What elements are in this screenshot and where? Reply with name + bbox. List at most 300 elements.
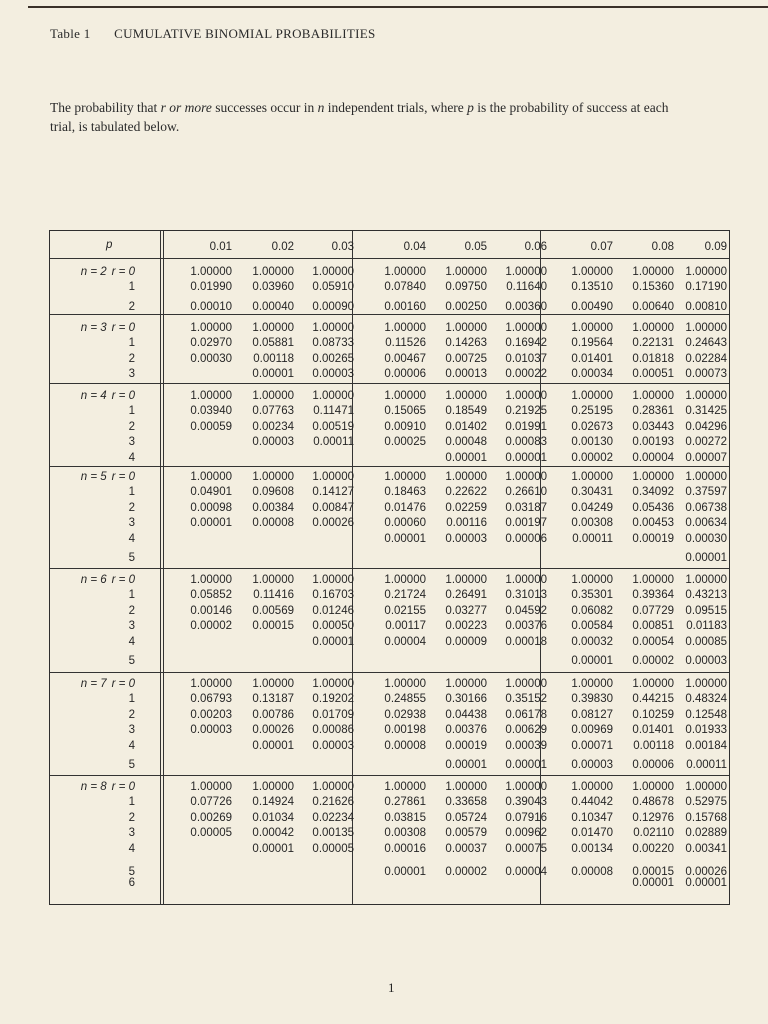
table-cell: 0.00002 <box>632 655 674 667</box>
table-cell: 1.00000 <box>312 266 354 278</box>
table-cell: 1.00000 <box>445 322 487 334</box>
table-cell: 0.00016 <box>384 842 426 855</box>
table-cell: 1.00000 <box>445 678 487 690</box>
row-label: 5 <box>128 759 135 771</box>
table-cell: 0.00008 <box>384 739 426 752</box>
table-cell: 0.00030 <box>190 352 232 365</box>
table-cell: 0.39364 <box>632 589 674 602</box>
table-cell: 0.15065 <box>384 405 426 418</box>
table-cell: 0.00015 <box>632 866 674 878</box>
table-cell: 0.00134 <box>571 842 613 855</box>
table-cell: 0.15768 <box>685 811 727 824</box>
group-rule <box>50 672 729 673</box>
table-cell: 0.00075 <box>505 842 547 855</box>
table-cell: 0.00810 <box>685 300 727 313</box>
table-cell: 0.00032 <box>571 635 613 648</box>
table-cell: 1.00000 <box>445 781 487 793</box>
table-cell: 0.00234 <box>252 420 294 433</box>
table-cell: 0.00001 <box>252 842 294 855</box>
table-cell: 0.25195 <box>571 405 613 418</box>
n-label: n = 8 <box>80 781 107 793</box>
table-cell: 1.00000 <box>571 574 613 586</box>
p-header-value: 0.08 <box>651 241 674 253</box>
table-cell: 0.00579 <box>445 827 487 840</box>
intro-r-or-more: r or more <box>160 100 212 115</box>
table-cell: 0.17190 <box>685 281 727 294</box>
row-label: 3 <box>128 724 135 737</box>
table-cell: 0.00004 <box>632 451 674 464</box>
table-cell: 1.00000 <box>571 678 613 690</box>
table-cell: 0.30431 <box>571 486 613 499</box>
table-cell: 0.00011 <box>686 759 727 771</box>
r-label: r = 0 <box>111 781 135 793</box>
table-cell: 1.00000 <box>632 574 674 586</box>
table-cell: 0.00584 <box>571 620 613 633</box>
table-cell: 0.16703 <box>312 589 354 602</box>
table-cell: 0.00308 <box>384 827 426 840</box>
table-cell: 0.00005 <box>312 842 354 855</box>
table-cell: 0.00360 <box>505 300 547 313</box>
table-cell: 0.00001 <box>685 877 727 890</box>
table-cell: 0.10259 <box>632 708 674 721</box>
table-cell: 1.00000 <box>685 678 727 690</box>
row-label: 2 <box>128 300 135 313</box>
table-cell: 0.00039 <box>505 739 547 752</box>
table-cell: 0.00001 <box>505 759 547 771</box>
table-cell: 0.00197 <box>505 517 547 530</box>
table-cell: 1.00000 <box>571 471 613 483</box>
table-cell: 0.00130 <box>571 436 613 449</box>
table-cell: 0.11526 <box>385 337 426 350</box>
table-cell: 0.21626 <box>312 796 354 809</box>
table-cell: 0.00001 <box>384 866 426 878</box>
table-cell: 0.22131 <box>632 337 674 350</box>
table-cell: 1.00000 <box>571 781 613 793</box>
table-cell: 0.00040 <box>252 300 294 313</box>
table-cell: 0.11416 <box>253 589 294 602</box>
group-rule <box>50 568 729 569</box>
table-cell: 0.01818 <box>632 352 674 365</box>
table-cell: 0.00118 <box>633 739 674 752</box>
table-cell: 0.27861 <box>384 796 426 809</box>
table-cell: 0.39830 <box>571 693 613 706</box>
table-cell: 1.00000 <box>632 390 674 402</box>
table-cell: 0.33658 <box>445 796 487 809</box>
table-cell: 1.00000 <box>571 266 613 278</box>
table-cell: 0.03187 <box>505 501 547 514</box>
row-label: 1 <box>128 405 135 418</box>
table-cell: 0.28361 <box>632 405 674 418</box>
table-cell: 0.00026 <box>312 517 354 530</box>
table-cell: 0.05852 <box>190 589 232 602</box>
table-cell: 0.00013 <box>445 368 487 381</box>
table-cell: 0.00073 <box>685 368 727 381</box>
table-cell: 0.00184 <box>685 739 727 752</box>
table-cell: 0.00086 <box>312 724 354 737</box>
table-cell: 0.00001 <box>384 532 426 545</box>
table-cell: 0.34092 <box>632 486 674 499</box>
table-cell: 0.24855 <box>384 693 426 706</box>
row-label: 3 <box>128 368 135 381</box>
table-cell: 0.52975 <box>685 796 727 809</box>
table-cell: 1.00000 <box>252 574 294 586</box>
row-label <box>81 781 135 793</box>
table-cell: 0.05724 <box>445 811 487 824</box>
row-label: 1 <box>128 337 135 350</box>
table-cell: 0.19564 <box>571 337 613 350</box>
table-cell: 0.00193 <box>632 436 674 449</box>
table-cell: 0.00384 <box>252 501 294 514</box>
table-cell: 0.02110 <box>633 827 674 840</box>
table-cell: 0.14924 <box>252 796 294 809</box>
table-cell: 0.00006 <box>384 368 426 381</box>
table-cell: 1.00000 <box>190 781 232 793</box>
row-label <box>81 322 135 334</box>
table-cell: 1.00000 <box>685 471 727 483</box>
row-label: 4 <box>128 842 135 855</box>
r-label: r = 0 <box>111 471 135 483</box>
table-cell: 0.00034 <box>571 368 613 381</box>
table-cell: 0.00223 <box>445 620 487 633</box>
table-cell: 0.16942 <box>505 337 547 350</box>
table-cell: 1.00000 <box>190 266 232 278</box>
p-header-value: 0.01 <box>209 241 232 253</box>
table-cell: 0.00265 <box>312 352 354 365</box>
table-cell: 0.00005 <box>190 827 232 840</box>
r-label: r = 0 <box>111 678 135 690</box>
table-cell: 1.00000 <box>505 322 547 334</box>
table-cell: 1.00000 <box>190 322 232 334</box>
n-label: n = 2 <box>80 266 107 278</box>
row-label: 2 <box>128 811 135 824</box>
row-label: 5 <box>128 866 135 878</box>
table-cell: 0.00341 <box>685 842 727 855</box>
table-cell: 0.01246 <box>312 604 354 617</box>
top-rule <box>28 6 768 8</box>
row-label: 1 <box>128 486 135 499</box>
p-header-value: 0.09 <box>704 241 727 253</box>
table-cell: 0.43213 <box>685 589 727 602</box>
table-cell: 0.00018 <box>505 635 547 648</box>
p-header-value: 0.06 <box>524 241 547 253</box>
table-cell: 0.00009 <box>445 635 487 648</box>
row-label: 6 <box>128 877 135 890</box>
table-cell: 1.00000 <box>312 471 354 483</box>
p-header-value: 0.03 <box>331 241 354 253</box>
row-label: 3 <box>128 436 135 449</box>
table-cell: 0.00010 <box>190 300 232 313</box>
table-cell: 1.00000 <box>505 678 547 690</box>
table-cell: 0.00847 <box>312 501 354 514</box>
table-cell: 0.31425 <box>685 405 727 418</box>
table-cell: 1.00000 <box>252 781 294 793</box>
table-cell: 0.00308 <box>571 517 613 530</box>
table-cell: 1.00000 <box>252 322 294 334</box>
table-cell: 0.00022 <box>505 368 547 381</box>
page-number: 1 <box>388 980 395 995</box>
intro-text-2: successes occur in <box>211 100 318 115</box>
row-label: 3 <box>128 827 135 840</box>
table-cell: 0.13187 <box>252 693 294 706</box>
intro-paragraph <box>50 98 690 136</box>
intro-n: n <box>317 100 325 115</box>
table-cell: 0.00004 <box>505 866 547 878</box>
table-cell: 0.14263 <box>445 337 487 350</box>
table-cell: 0.00008 <box>571 866 613 878</box>
table-cell: 0.00003 <box>190 724 232 737</box>
table-cell: 0.00001 <box>571 655 613 667</box>
table-cell: 0.00001 <box>252 739 294 752</box>
table-title-text: CUMULATIVE BINOMIAL PROBABILITIES <box>114 26 376 41</box>
table-cell: 0.00272 <box>685 436 727 449</box>
table-cell: 0.00519 <box>312 420 354 433</box>
table-cell: 0.00085 <box>685 635 727 648</box>
table-cell: 0.19202 <box>312 693 354 706</box>
table-cell: 0.04249 <box>571 501 613 514</box>
table-cell: 1.00000 <box>252 678 294 690</box>
row-label: 3 <box>128 620 135 633</box>
table-cell: 0.09515 <box>685 604 727 617</box>
table-cell: 0.00962 <box>505 827 547 840</box>
table-cell: 1.00000 <box>505 781 547 793</box>
row-label: 2 <box>128 708 135 721</box>
table-cell: 1.00000 <box>190 471 232 483</box>
table-cell: 0.01933 <box>685 724 727 737</box>
table-cell: 1.00000 <box>384 678 426 690</box>
table-cell: 0.00054 <box>632 635 674 648</box>
table-cell: 0.31013 <box>505 589 547 602</box>
table-cell: 0.00376 <box>505 620 547 633</box>
intro-text-1: The probability that <box>50 100 161 115</box>
table-cell: 0.00634 <box>685 517 727 530</box>
table-cell: 0.00002 <box>571 451 613 464</box>
table-cell: 0.04296 <box>685 420 727 433</box>
table-cell: 0.00569 <box>252 604 294 617</box>
row-label <box>81 266 135 278</box>
table-cell: 1.00000 <box>384 390 426 402</box>
table-cell: 1.00000 <box>252 471 294 483</box>
table-cell: 0.01037 <box>505 352 547 365</box>
table-cell: 0.00030 <box>685 532 727 545</box>
table-cell: 1.00000 <box>632 322 674 334</box>
row-label: 4 <box>128 635 135 648</box>
table-cell: 0.02673 <box>571 420 613 433</box>
table-cell: 1.00000 <box>685 574 727 586</box>
table-cell: 0.00090 <box>312 300 354 313</box>
table-cell: 0.00026 <box>685 866 727 878</box>
table-cell: 0.03443 <box>632 420 674 433</box>
table-cell: 0.02155 <box>384 604 426 617</box>
table-cell: 0.44215 <box>632 693 674 706</box>
table-cell: 1.00000 <box>252 266 294 278</box>
table-cell: 0.00007 <box>685 451 727 464</box>
intro-text-3: independent trials, where <box>324 100 468 115</box>
table-cell: 0.02234 <box>312 811 354 824</box>
intro-text-4: is the probability of success at each trial, is tabulated below. <box>50 100 669 134</box>
table-cell: 0.00001 <box>312 635 354 648</box>
row-label: 4 <box>128 739 135 752</box>
row-label <box>81 678 135 690</box>
table-cell: 0.18463 <box>384 486 426 499</box>
table-cell: 0.12976 <box>632 811 674 824</box>
table-cell: 0.00042 <box>252 827 294 840</box>
table-cell: 0.26491 <box>445 589 487 602</box>
table-cell: 0.04901 <box>190 486 232 499</box>
table-cell: 0.05436 <box>632 501 674 514</box>
table-cell: 0.15360 <box>632 281 674 294</box>
table-cell: 0.00250 <box>445 300 487 313</box>
table-cell: 0.00203 <box>190 708 232 721</box>
table-cell: 1.00000 <box>190 574 232 586</box>
table-cell: 0.00004 <box>384 635 426 648</box>
table-cell: 0.00160 <box>384 300 426 313</box>
table-cell: 0.00026 <box>252 724 294 737</box>
table-cell: 1.00000 <box>445 390 487 402</box>
table-cell: 1.00000 <box>632 781 674 793</box>
n-label: n = 7 <box>80 678 107 690</box>
table-cell: 0.06178 <box>505 708 547 721</box>
table-cell: 1.00000 <box>445 266 487 278</box>
table-cell: 0.04592 <box>505 604 547 617</box>
r-label: r = 0 <box>111 390 135 402</box>
table-cell: 0.00003 <box>685 655 727 667</box>
table-cell: 0.12548 <box>685 708 727 721</box>
table-cell: 0.00969 <box>571 724 613 737</box>
r-label: r = 0 <box>111 574 135 586</box>
table-cell: 0.14127 <box>312 486 354 499</box>
table-cell: 0.30166 <box>445 693 487 706</box>
row-label <box>81 471 135 483</box>
table-cell: 0.00001 <box>252 368 294 381</box>
table-cell: 0.06738 <box>685 501 727 514</box>
table-cell: 0.21724 <box>384 589 426 602</box>
table-cell: 0.00640 <box>632 300 674 313</box>
table-cell: 0.00269 <box>190 811 232 824</box>
table-cell: 0.26610 <box>505 486 547 499</box>
table-cell: 0.37597 <box>685 486 727 499</box>
table-cell: 1.00000 <box>190 390 232 402</box>
table-cell: 0.00198 <box>384 724 426 737</box>
table-cell: 0.00083 <box>505 436 547 449</box>
intro-p: p <box>467 100 474 115</box>
p-header-value: 0.04 <box>403 241 426 253</box>
table-cell: 0.00116 <box>446 517 487 530</box>
table-cell: 0.01034 <box>252 811 294 824</box>
table-cell: 0.03960 <box>252 281 294 294</box>
table-cell: 0.02284 <box>685 352 727 365</box>
table-cell: 0.00786 <box>252 708 294 721</box>
table-cell: 0.24643 <box>685 337 727 350</box>
binomial-table <box>49 230 730 905</box>
table-cell: 1.00000 <box>632 266 674 278</box>
table-cell: 1.00000 <box>384 322 426 334</box>
table-cell: 1.00000 <box>252 390 294 402</box>
row-label: 1 <box>128 281 135 294</box>
p-header-label: p <box>106 239 113 251</box>
header-rule <box>50 258 729 259</box>
table-cell: 1.00000 <box>571 322 613 334</box>
table-cell: 0.21925 <box>505 405 547 418</box>
group-rule <box>50 383 729 384</box>
row-label <box>81 574 135 586</box>
table-cell: 0.01990 <box>190 281 232 294</box>
table-cell: 0.00008 <box>252 517 294 530</box>
row-label: 2 <box>128 604 135 617</box>
table-cell: 0.10347 <box>571 811 613 824</box>
table-cell: 0.00006 <box>505 532 547 545</box>
table-cell: 0.00019 <box>445 739 487 752</box>
table-cell: 0.18549 <box>445 405 487 418</box>
table-cell: 0.00725 <box>445 352 487 365</box>
table-cell: 0.00006 <box>632 759 674 771</box>
table-cell: 0.08733 <box>312 337 354 350</box>
table-cell: 0.00015 <box>252 620 294 633</box>
table-cell: 0.00003 <box>312 368 354 381</box>
table-cell: 0.00376 <box>445 724 487 737</box>
n-label: n = 3 <box>80 322 107 334</box>
table-cell: 0.00011 <box>313 436 354 449</box>
table-cell: 0.06082 <box>571 604 613 617</box>
table-cell: 0.00003 <box>312 739 354 752</box>
n-label: n = 5 <box>80 471 107 483</box>
table-cell: 0.13510 <box>571 281 613 294</box>
table-cell: 0.07729 <box>632 604 674 617</box>
row-label: 4 <box>128 532 135 545</box>
r-label: r = 0 <box>111 266 135 278</box>
table-number: Table 1 <box>50 26 91 41</box>
table-cell: 0.00001 <box>632 877 674 890</box>
row-label: 3 <box>128 517 135 530</box>
table-cell: 0.03277 <box>445 604 487 617</box>
table-cell: 0.07840 <box>384 281 426 294</box>
table-cell: 1.00000 <box>685 781 727 793</box>
table-cell: 0.01709 <box>312 708 354 721</box>
table-cell: 1.00000 <box>384 266 426 278</box>
table-cell: 0.00059 <box>190 420 232 433</box>
row-label: 1 <box>128 589 135 602</box>
table-cell: 0.35152 <box>505 693 547 706</box>
table-cell: 0.07916 <box>505 811 547 824</box>
table-cell: 1.00000 <box>312 678 354 690</box>
table-cell: 0.00001 <box>685 552 727 564</box>
table-cell: 0.00220 <box>632 842 674 855</box>
table-cell: 0.00001 <box>190 517 232 530</box>
table-cell: 0.02970 <box>190 337 232 350</box>
n-label: n = 6 <box>80 574 107 586</box>
table-cell: 0.06793 <box>190 693 232 706</box>
table-cell: 1.00000 <box>384 471 426 483</box>
table-cell: 0.00117 <box>385 620 426 633</box>
table-cell: 0.00060 <box>384 517 426 530</box>
table-cell: 0.00135 <box>312 827 354 840</box>
row-label <box>81 390 135 402</box>
table-cell: 1.00000 <box>190 678 232 690</box>
table-title <box>50 26 376 42</box>
p-header-value: 0.02 <box>271 241 294 253</box>
table-cell: 0.11471 <box>313 405 354 418</box>
table-cell: 0.05910 <box>312 281 354 294</box>
row-label: 2 <box>128 501 135 514</box>
table-cell: 0.00048 <box>445 436 487 449</box>
table-cell: 0.00011 <box>572 532 613 545</box>
table-cell: 0.07726 <box>190 796 232 809</box>
table-cell: 0.00001 <box>445 451 487 464</box>
table-cell: 1.00000 <box>685 390 727 402</box>
table-cell: 0.01183 <box>686 620 727 633</box>
table-cell: 0.00910 <box>384 420 426 433</box>
table-cell: 1.00000 <box>312 574 354 586</box>
n-label: n = 4 <box>80 390 107 402</box>
